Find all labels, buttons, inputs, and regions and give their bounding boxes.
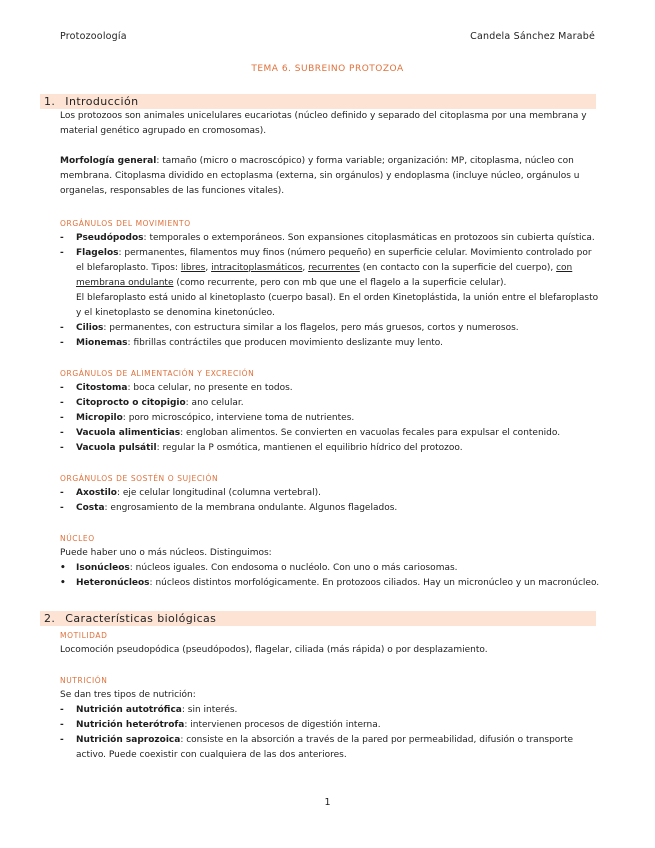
term: Cilios <box>76 323 104 333</box>
subheading-nucleus: NÚCLEO <box>60 534 95 543</box>
page-number: 1 <box>324 797 331 808</box>
dash-bullet: - <box>60 338 64 348</box>
term: Pseudópodos <box>76 233 144 243</box>
term: Mionemas <box>76 338 128 348</box>
dash-bullet: - <box>60 383 64 393</box>
definition: : permanentes, filamentos muy finos (número pequeño) en superficie celular. Movimiento controlado por el blefaroplasto. Tipos: <box>76 248 592 273</box>
definition: : consiste en la absorción a través de la pared por permeabilidad, difusión o transporte activo. Puede coexistir con cualquiera de las dos anteriores. <box>76 735 574 760</box>
definition: (en contacto con la superficie del cuerpo), <box>359 263 557 273</box>
term: Costa <box>76 503 105 513</box>
flagella-type: libres <box>180 263 206 273</box>
term: Vacuola alimenticias <box>76 428 181 438</box>
definition: : engloban alimentos. Se convierten en vacuolas fecales para expulsar el contenido. <box>180 428 561 438</box>
definition: : ano celular. <box>185 398 244 408</box>
dash-bullet: - <box>60 503 64 513</box>
dash-bullet: - <box>60 443 64 453</box>
definition: : temporales o extemporáneos. Son expansiones citoplasmáticas en protozoos sin cubierta quística. <box>143 233 595 243</box>
morphology-paragraph <box>60 154 600 199</box>
term: Micropilo <box>76 413 123 423</box>
running-header-left: Protozoología <box>60 31 127 42</box>
dash-bullet: - <box>60 398 64 408</box>
definition: : eje celular longitudinal (columna vertebral). <box>116 488 321 498</box>
subheading-motility: MOTILIDAD <box>60 631 108 640</box>
term: Nutrición saprozoica <box>76 735 181 745</box>
definition: : intervienen procesos de digestión interna. <box>184 720 381 730</box>
term: Citostoma <box>76 383 128 393</box>
morphology-term: Morfología general <box>60 156 157 166</box>
term: Flagelos <box>76 248 119 258</box>
term: Citoprocto o citopigio <box>76 398 186 408</box>
definition: : boca celular, no presente en todos. <box>127 383 293 393</box>
term: Nutrición heterótrofa <box>76 720 185 730</box>
subheading-movement: ORGÁNULOS DEL MOVIMIENTO <box>60 219 191 228</box>
separator: , <box>302 263 309 273</box>
intro-paragraph: Los protozoos son animales unicelulares eucariotas (núcleo definido y separado del citoplasma por una membrana y material genético agrupado en cromosomas). <box>60 111 587 136</box>
running-header-right: Candela Sánchez Marabé <box>470 31 595 42</box>
definition: : núcleos iguales. Con endosoma o nucléolo. Con uno o más cariosomas. <box>129 563 458 573</box>
definition: : núcleos distintos morfológicamente. En protozoos ciliados. Hay un micronúcleo y un macronúcleo. <box>149 578 600 588</box>
separator: , <box>205 263 212 273</box>
motility-paragraph: Locomoción pseudopódica (pseudópodos), flagelar, ciliada (más rápida) o por desplazamiento. <box>60 645 488 655</box>
definition: (como recurrente, pero con mb que une el flagelo a la superficie celular). <box>173 278 507 288</box>
definition: : poro microscópico, interviene toma de nutrientes. <box>122 413 355 423</box>
term: Nutrición autotrófica <box>76 705 182 715</box>
subheading-feeding: ORGÁNULOS DE ALIMENTACIÓN Y EXCRECIÓN <box>60 369 255 378</box>
section-title: Introducción <box>65 95 139 108</box>
morphology-text: : tamaño (micro o macroscópico) y forma variable; organización: MP, citoplasma, núcleo con membrana. Citoplasma dividido en ectoplasma (externa, sin orgánulos) y endoplasma (incluye núcleo, orgánulos u organelas, responsables de las funciones vitales). <box>60 156 580 196</box>
dash-bullet: - <box>60 248 64 258</box>
dash-bullet: - <box>60 735 64 745</box>
dash-bullet: - <box>60 233 64 243</box>
dash-bullet: - <box>60 488 64 498</box>
section-heading-2 <box>40 611 596 626</box>
dash-bullet: - <box>60 323 64 333</box>
dash-bullet: - <box>60 705 64 715</box>
subheading-support: ORGÁNULOS DE SOSTÉN O SUJECIÓN <box>60 474 219 483</box>
nutrition-intro: Se dan tres tipos de nutrición: <box>60 690 196 700</box>
flagella-note: El blefaroplasto está unido al kinetoplasto (cuerpo basal). En el orden Kinetoplástida, la unión entre el blefaroplasto y el kinetoplasto se denomina kinetonúcleo. <box>76 293 599 318</box>
term: Isonúcleos <box>76 563 130 573</box>
term: Heteronúcleos <box>76 578 150 588</box>
term: Axostilo <box>76 488 117 498</box>
definition: : fibrillas contráctiles que producen movimiento deslizante muy lento. <box>127 338 444 348</box>
section-number: 2. <box>44 612 56 625</box>
nucleus-intro: Puede haber uno o más núcleos. Distinguimos: <box>60 548 272 558</box>
flagella-type: recurrentes <box>308 263 360 273</box>
section-number: 1. <box>44 95 56 108</box>
definition: : sin interés. <box>181 705 238 715</box>
subheading-nutrition: NUTRICIÓN <box>60 676 108 685</box>
dot-bullet: • <box>60 578 66 588</box>
dash-bullet: - <box>60 720 64 730</box>
definition: : regular la P osmótica, mantienen el equilibrio hídrico del protozoo. <box>156 443 463 453</box>
flagella-type: con membrana ondulante <box>76 263 573 288</box>
section-title: Características biológicas <box>65 612 217 625</box>
dash-bullet: - <box>60 413 64 423</box>
document-title: TEMA 6. SUBREINO PROTOZOA <box>251 64 404 74</box>
section-heading-1 <box>40 94 596 109</box>
flagella-type: intracitoplasmáticos <box>211 263 303 273</box>
definition: : permanentes, con estructura similar a los flagelos, pero más gruesos, cortos y numerosos. <box>103 323 519 333</box>
dash-bullet: - <box>60 428 64 438</box>
definition: : engrosamiento de la membrana ondulante. Algunos flagelados. <box>104 503 398 513</box>
dot-bullet: • <box>60 563 66 573</box>
term: Vacuola pulsátil <box>76 443 157 453</box>
